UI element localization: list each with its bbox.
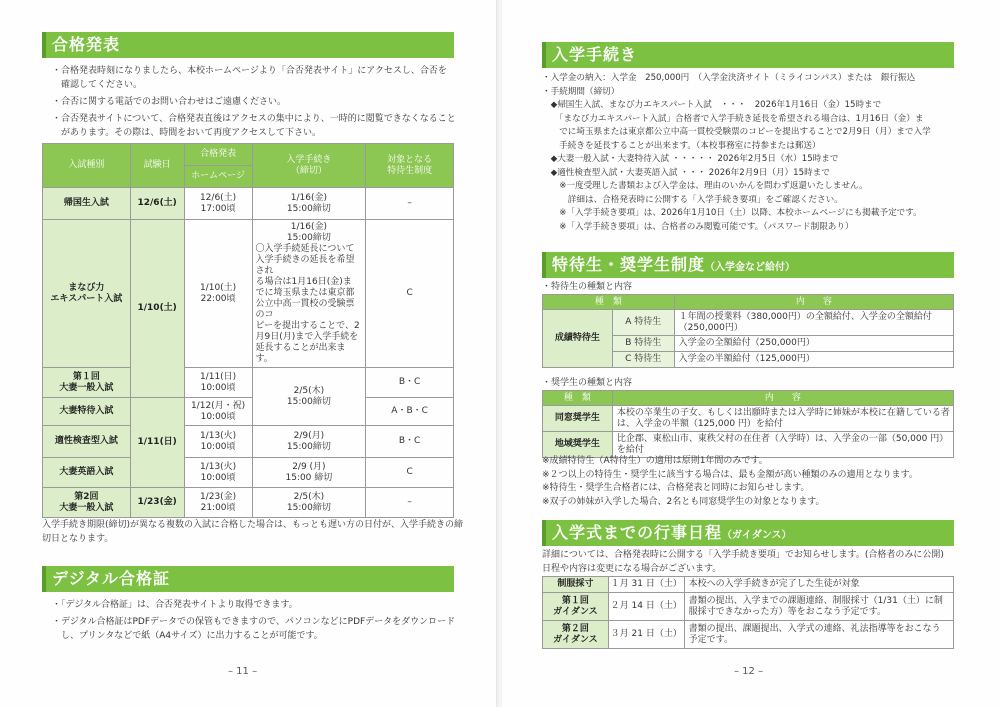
text-line: エキスパート入試 [50,293,123,304]
text-line: 17:00頃 [200,203,236,214]
cell-target: – [366,188,454,220]
text-line: 第１回 [72,371,100,382]
tokutai-table [542,294,954,368]
cell-type: 大妻英語入試 [43,458,131,488]
cell-proc [252,458,366,488]
table-row [43,458,454,488]
bullet-item [52,598,462,612]
text-line: 15:00 締切 [285,472,333,483]
text-line: 10:00頃 [200,382,236,393]
events-intro [542,548,992,576]
cell-target: B・C [366,426,454,458]
text-line: 1/13(火) [199,461,237,472]
table-row [43,188,454,220]
text-line: ・合否発表サイトについて、合格発表直後はアクセスの集中により、一時的に閲覧できなくなること [52,114,456,124]
text-line: ※「入学手続き要項」は、合格者のみ閲覧可能です。（パスワード制限あり） [542,221,854,232]
cell-target: C [366,458,454,488]
table-row [43,488,454,518]
cell-kind: 同窓奨学生 [543,406,613,432]
cell-proc [252,488,366,518]
section-header-scholarship [542,252,954,278]
th-announce: 合格発表 [184,144,252,166]
th-content: 内 容 [612,391,953,406]
cell-content: 比企郡、東松山市、東秩父村の在住者（入学時）は、入学金の一部（50,000 円） を給付 [612,432,953,458]
text-line: 入学手続きの延長を希望され [255,255,355,276]
scholarship-notes [542,455,992,509]
procedure-lines [542,72,992,234]
th-kind: 種 類 [543,295,675,310]
text-line: 15:00締切 [286,441,331,452]
cell-group: 成績特待生 [543,310,613,368]
cell-event-name: 第２回 ガイダンス [543,621,609,649]
bullet-item [52,615,462,643]
cell-hp [184,220,252,368]
cell-hp [184,426,252,458]
text-line: 2/9 (月) [292,461,326,472]
page-number: – 11 – [228,666,258,677]
text-line: 対象となる [387,154,433,165]
text-line: 1/16(金) [290,192,327,203]
text-line: ※成績特待生（A特待生）の適用は原則1年間のみです。 [542,456,768,466]
table-row [543,406,954,432]
proc-date [256,222,363,244]
text-line: 1/10(土) [199,282,237,293]
page-number: – 12 – [734,666,764,677]
text-line: ◆大妻一般入試・大妻特待入試 ・・・・・ 2026年2月5日（水）15時まで [542,154,839,164]
text-line: 10:00頃 [200,441,236,452]
cell-event-name: 制服採寸 [543,577,609,593]
text-line: ※一度受理した書類および入学金は、理由のいかんを問わず返還いたしません。 [542,181,868,191]
text-line: ・合格発表時刻になりましたら、本校ホームページより「合否発表サイト」にアクセスし、合否を [52,66,447,76]
page-right [502,0,1000,707]
text-line: 第2回 [74,491,99,502]
section-header-result: 合格発表 [42,32,454,58]
cell-event-content: 本校への入学手続きが完了した生徒が対象 [684,577,953,593]
events-table [542,576,954,649]
table-row [543,310,954,336]
cell-date: 1/23(金) [130,488,184,518]
cell-kind: A 特待生 [612,310,674,336]
cell-proc [252,368,366,426]
page-left [0,0,498,707]
text-line: 〇入学手続延長について [255,244,355,254]
text-line: 大妻一般入試 [59,382,114,393]
text-line: 1/12(月・祝) [190,400,246,411]
cell-kind: C 特待生 [612,352,674,368]
bullet-item [52,95,462,109]
text-line: 15:00締切 [286,203,331,214]
text-line: 1/23(金) [199,491,237,502]
cell-type: 帰国生入試 [43,188,131,220]
text-line: でに埼玉県または東京都 [255,288,355,298]
text-line: （締切） [290,165,327,176]
th-type: 入試種別 [43,144,131,188]
scholarship-subtitle: （入学金など給付） [705,262,796,273]
text-line: し、プリンタなどで紙（A4サイズ）に出力することが可能です。 [52,631,323,641]
cell-date: 1/10(土) [130,220,184,398]
cell-hp [184,458,252,488]
text-line: でに埼玉県または東京都公立中高一貫校受験票のコピーを提出することで2月9日（月）まで入学 [542,127,931,137]
text-line: 入学手続き期限(締切)が異なる複数の入試に合格した場合は、もっとも遅い方の日付が、入学手続きの締 [42,520,464,530]
th-target [366,144,454,188]
cell-type [43,220,131,368]
table-row [43,398,454,426]
text-line: ピーを提出することで、2 [255,321,360,331]
cell-kind: B 特待生 [612,336,674,352]
text-line: 10:00頃 [200,472,236,483]
cell-type [43,368,131,398]
text-line: 公立中高一貫校の受験票のコ [255,299,355,320]
section-header-digital: デジタル合格証 [42,566,454,592]
cell-proc [252,220,366,368]
cell-type: 適性検査型入試 [43,426,131,458]
text-line: 大妻一般入試 [59,502,114,513]
cell-event-date: １月 31 日（土） [608,577,684,593]
events-title: 入学式までの行事日程 [552,523,723,542]
th-kind: 種 類 [543,391,613,406]
cell-content: １年間の授業料（380,000円）の全額給付、入学金の全額給付 （250,000円） [674,310,953,336]
th-proc [252,144,366,188]
th-date: 試験日 [130,144,184,188]
cell-event-content: 書類の提出、入学までの課題連絡、制服採寸（1/31（土）に制 服採寸できなかった方）等をおこなう予定です。 [684,593,953,621]
cell-event-name: 第１回 ガイダンス [543,593,609,621]
text-line: る場合は1月16日(金)ま [255,277,352,287]
cell-target: B・C [366,368,454,398]
text-line: ※双子の姉妹が入学した場合、2名とも同窓奨学生の対象となります。 [542,496,825,507]
text-line: ・手続期間（締切） [542,86,620,97]
text-line: 切日となります。 [42,534,114,544]
cell-date: 1/11(日) [130,398,184,488]
text-line: 21:00頃 [200,502,236,513]
text-line: 1/13(火) [199,430,237,441]
proc-extension-note [256,244,363,365]
cell-hp [184,188,252,220]
text-line: 10:00頃 [200,411,236,422]
text-line: 入学手続き [286,154,332,165]
shogaku-label: ・奨学生の種類と内容 [542,378,633,388]
text-line: ◆帰国生入試、まなび力エキスパート入試 ・・・ 2026年1月16日（金）15時まで [542,100,882,110]
cell-content: 本校の卒業生の子女、もしくは出願時または入学時に姉妹が本校に在籍している者 は、入学金の半額（125,000 円）を給付 [612,406,953,432]
cell-hp [184,398,252,426]
shogaku-table [542,390,954,458]
text-line: 2/9(月) [293,430,325,441]
text-line: 「まなび力エキスパート入試」合格者で入学手続き延長を希望される場合は、1月16日（金）ま [542,113,924,124]
th-homepage: ホームページ [184,166,252,188]
cell-kind: 地域奨学生 [543,432,613,458]
cell-proc [252,188,366,220]
cell-event-content: 書類の提出、課題提出、入学式の連絡、礼法指導等をおこなう 予定です。 [684,621,953,649]
text-line: ※「入学手続き要項」は、2026年1月10日（土）以降、本校ホームページにも掲載予定です。 [542,208,922,218]
cell-hp [184,488,252,518]
th-content: 内 容 [674,295,953,310]
bullet-item [52,112,462,140]
table-row [43,426,454,458]
cell-content: 入学金の半額給付（125,000円） [674,352,953,368]
cell-target: – [366,488,454,518]
cell-event-date: ３月 21 日（土） [608,621,684,649]
cell-target: C [366,220,454,368]
text-line: があります。その際は、時間をおいて再度アクセスして下さい。 [52,128,322,138]
text-line: 延長することが出来ます。 [255,343,346,364]
text-line: ※２つ以上の特待生・奨学生に該当する場合は、最も金額が高い種類のみの適用となります。 [542,469,918,480]
text-line: 2/5(木) [293,491,325,502]
cell-content: 入学金の全額給付（250,000円） [674,336,953,352]
text-line: 15:00締切 [286,233,331,243]
text-line: 15:00締切 [286,502,331,513]
cell-hp [184,368,252,398]
text-line: 月9日(月)まで入学手続を [255,332,359,342]
text-line: 詳細については、合格発表時に公開する「入学手続き要項」でお知らせします。(合格者のみに公開) [542,550,944,560]
events-subtitle: （ガイダンス） [722,530,792,541]
tokutai-label: ・特待生の種類と内容 [542,282,633,292]
text-line: 手続きを延長することが出来ます。（本校事務室に持参または郵送） [542,140,821,151]
bullet-item [52,64,462,92]
text-line: ・「デジタル合格証」は、合否発表サイトより取得できます。 [52,600,298,610]
text-line: 1/16(金) [290,222,327,232]
text-line: ※特待生・奨学生合格者には、合格発表と同時にお知らせします。 [542,483,810,493]
cell-target: A・B・C [366,398,454,426]
digital-bullets [42,598,462,646]
section-header-procedure: 入学手続き [542,42,954,68]
text-line: 22:00頃 [200,293,236,304]
scholarship-title: 特待生・奨学生制度 [552,255,706,274]
table-row [43,220,454,368]
text-line: まなび力 [68,282,105,293]
cell-type [43,488,131,518]
text-line: 確認してください。 [52,80,143,90]
admission-schedule-table [42,143,454,518]
deadline-note [42,518,462,546]
table-row [543,432,954,458]
table-row [543,577,954,593]
section-header-events [542,520,954,546]
cell-type: 大妻特待入試 [43,398,131,426]
text-line: 15:00締切 [286,396,331,407]
text-line: 1/11(日) [199,371,237,382]
text-line: 詳細は、合格発表時に公開する「入学手続き要項」をご確認ください。 [542,194,843,205]
text-line: 12/6(土) [199,192,237,203]
text-line: 特待生制度 [387,165,433,176]
cell-date: 12/6(土) [130,188,184,220]
cell-event-date: ２月 14 日（土） [608,593,684,621]
text-line: ◆適性検査型入試・大妻英語入試 ・・・ 2026年2月9日（月）15時まで [542,167,830,178]
text-line: ・合否に関する電話でのお問い合わせはご遠慮ください。 [52,97,287,107]
cell-proc [252,426,366,458]
table-row [43,368,454,398]
table-row [543,593,954,621]
table-row [543,621,954,649]
text-line: 日程や内容は変更になる場合がございます。 [542,564,722,574]
text-line: ・デジタル合格証はPDFデータでの保管もできますので、パソコンなどにPDFデータをダウンロード [52,617,456,627]
text-line: ・入学金の納入：入学金 250,000円 （入学金決済サイト（ミライコンパス）または 銀行振込 [542,73,916,83]
result-bullets [42,64,462,143]
text-line: 2/5(木) [293,385,325,396]
